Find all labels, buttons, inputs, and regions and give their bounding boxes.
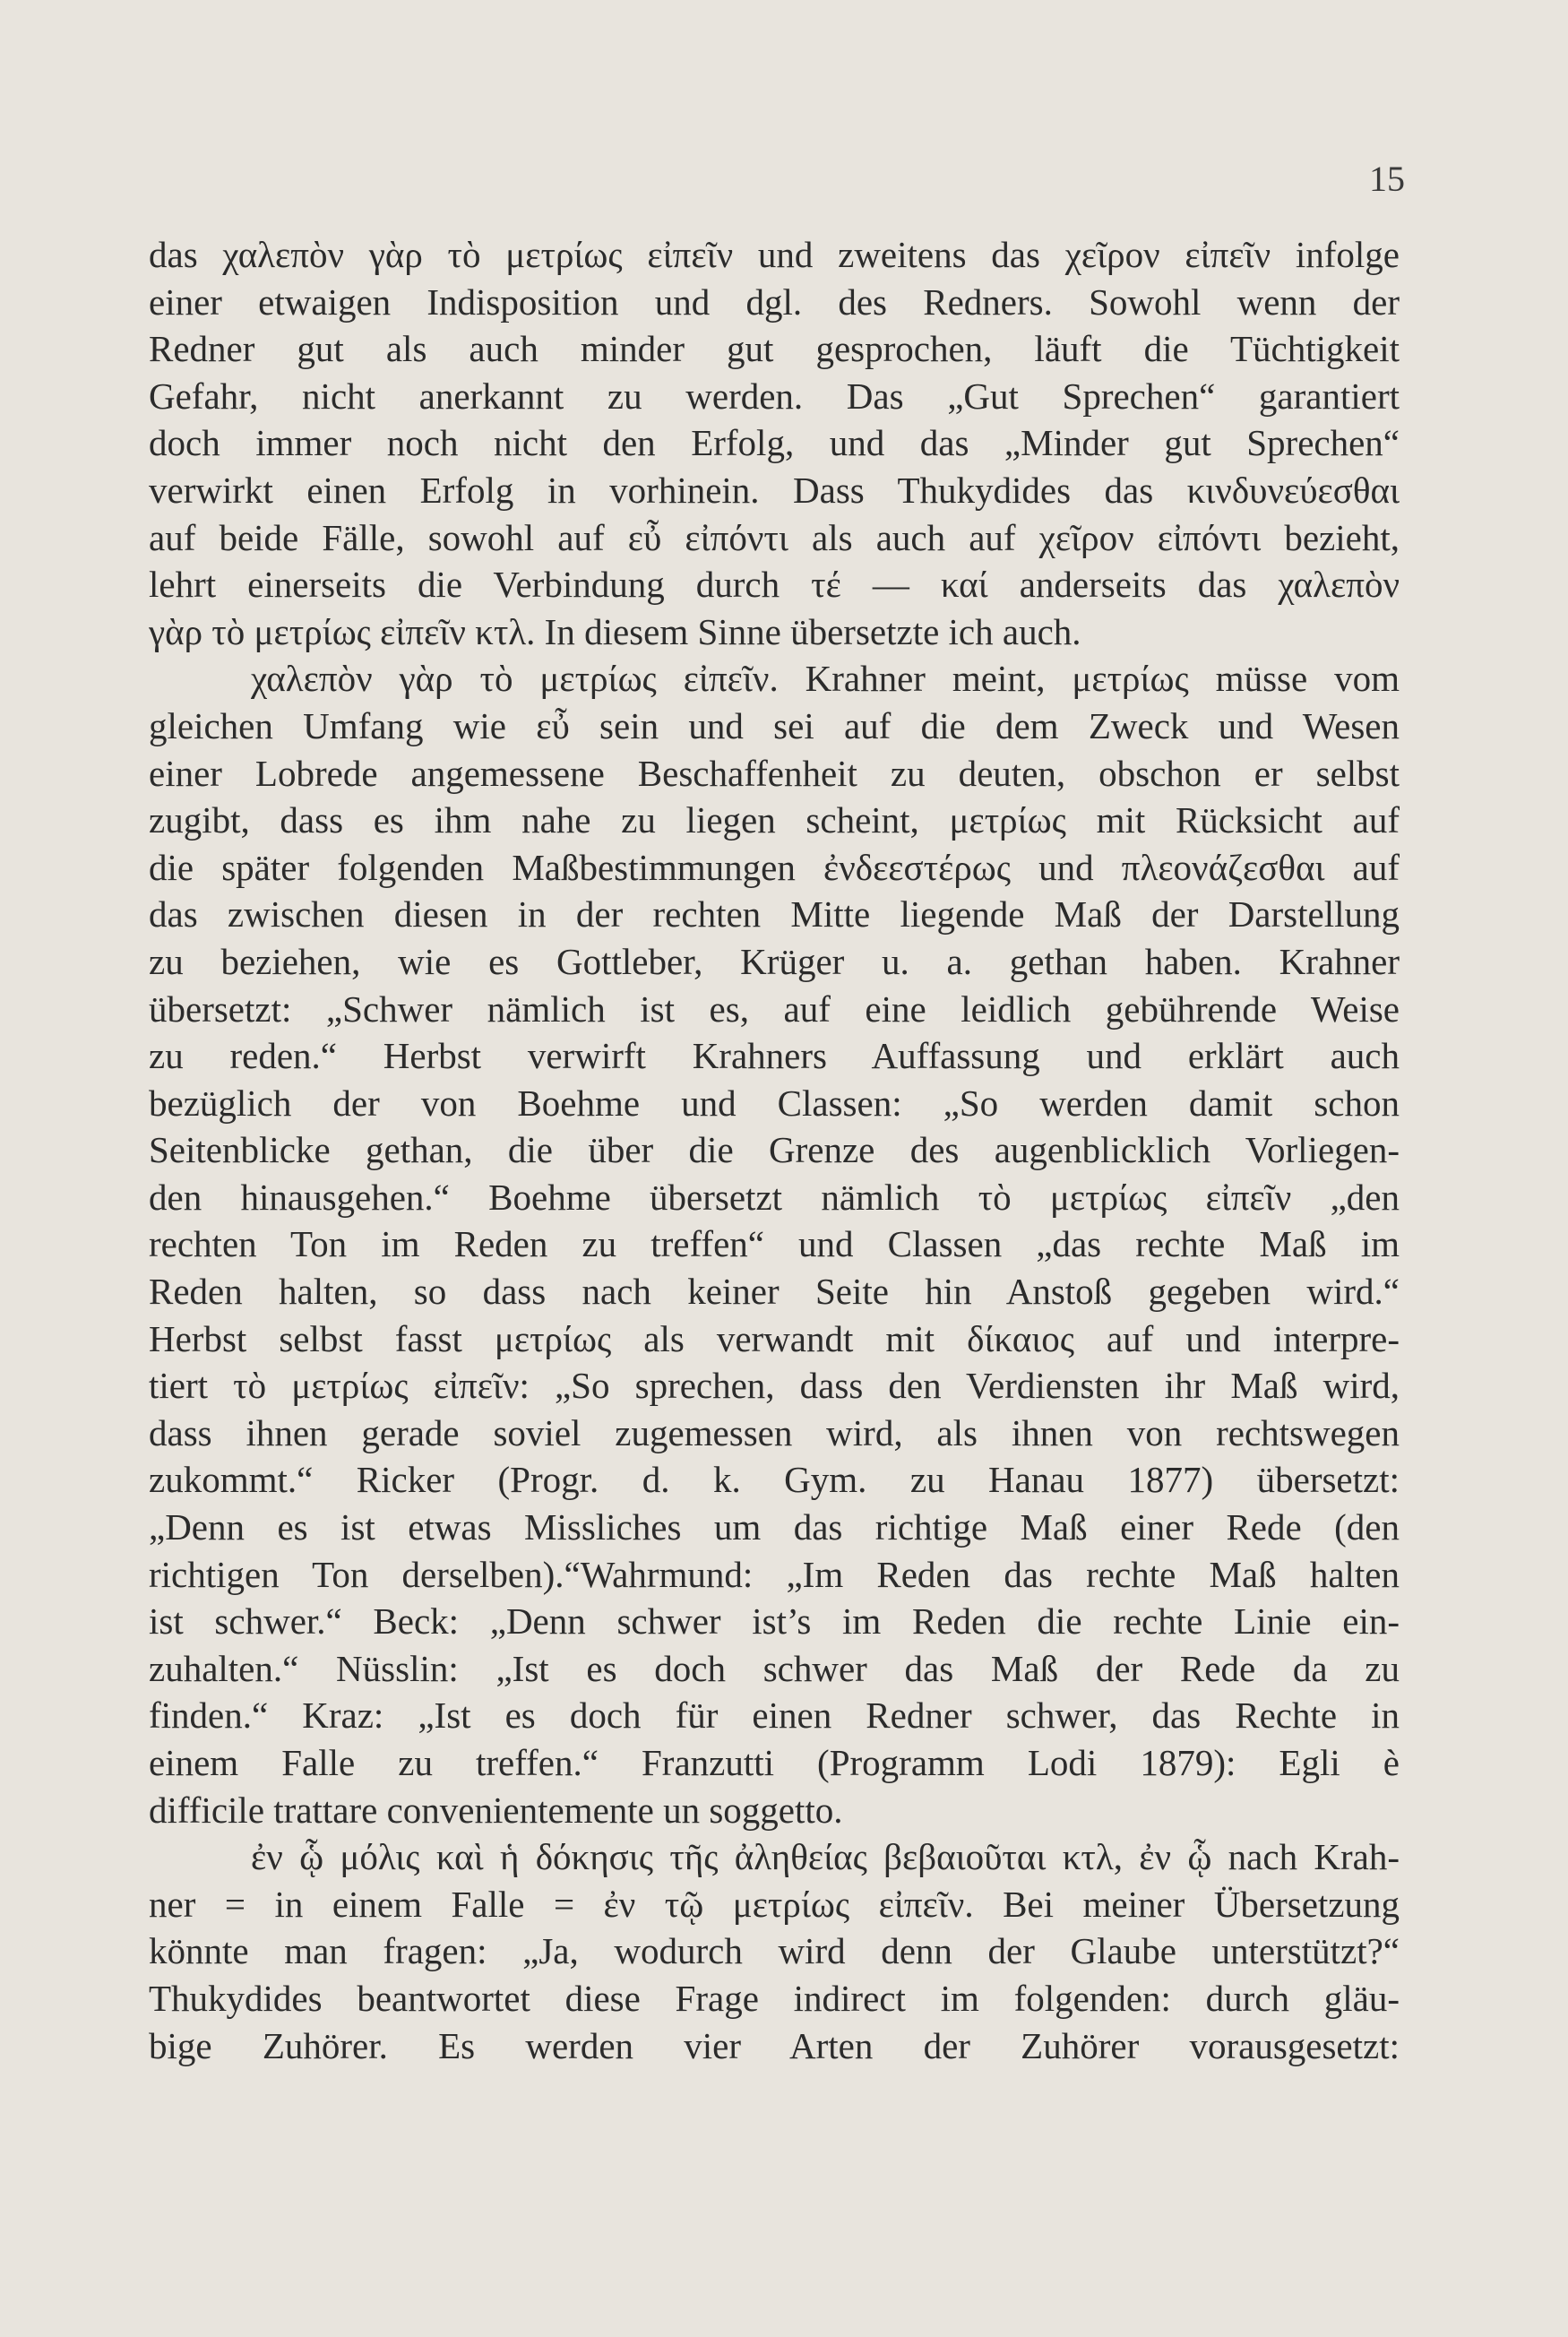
text-line: „Denn es ist etwas Missliches um das richtige Maß einer Rede (den <box>149 1506 1400 1548</box>
text-line: verwirkt einen Erfolg in vorhinein. Dass Thukydides das κινδυνεύεσθαι <box>149 469 1400 511</box>
text-line: das χαλεπὸν γὰρ τὸ μετρίως εἰπεῖν und zweitens das χεῖρον εἰπεῖν infolge <box>149 234 1400 275</box>
text-line: die später folgenden Maßbestimmungen ἐνδεεστέρως und πλεονάζεσθαι auf <box>149 846 1400 888</box>
text-line: zu beziehen, wie es Gottleber, Krüger u. a. gethan haben. Krahner <box>149 940 1400 982</box>
text-line: Seitenblicke gethan, die über die Grenze des augenblicklich Vorliegen- <box>149 1129 1400 1171</box>
page-number: 15 <box>1369 159 1405 199</box>
text-line: doch immer noch nicht den Erfolg, und das „Minder gut Sprechen“ <box>149 422 1400 464</box>
text-line: Reden halten, so dass nach keiner Seite hin Anstoß gegeben wird.“ <box>149 1271 1400 1313</box>
text-line: Herbst selbst fasst μετρίως als verwandt mit δίκαιος auf und interpre- <box>149 1317 1400 1359</box>
text-line: tiert τὸ μετρίως εἰπεῖν: „So sprechen, dass den Verdiensten ihr Maß wird, <box>149 1365 1400 1407</box>
paragraph-1 <box>149 231 1400 655</box>
text-line: χαλεπὸν γὰρ τὸ μετρίως εἰπεῖν. Krahner meint, μετρίως müsse vom <box>251 658 1400 700</box>
text-line: einem Falle zu treffen.“ Franzutti (Programm Lodi 1879): Egli è <box>149 1742 1400 1783</box>
text-line: γὰρ τὸ μετρίως εἰπεῖν κτλ. In diesem Sinne übersetzte ich auch. <box>149 610 1081 652</box>
text-line: richtigen Ton derselben).“Wahrmund: „Im Reden das rechte Maß halten <box>149 1553 1400 1595</box>
body-text <box>149 231 1400 2069</box>
text-line: den hinausgehen.“ Boehme übersetzt nämlich τὸ μετρίως εἰπεῖν „den <box>149 1176 1400 1218</box>
text-line: zuhalten.“ Nüsslin: „Ist es doch schwer das Maß der Rede da zu <box>149 1647 1400 1689</box>
text-line: dass ihnen gerade soviel zugemessen wird, als ihnen von rechtswegen <box>149 1411 1400 1453</box>
text-line: finden.“ Kraz: „Ist es doch für einen Redner schwer, das Rechte in <box>149 1695 1400 1737</box>
text-line: Redner gut als auch minder gut gesprochen, läuft die Tüchtigkeit <box>149 328 1400 370</box>
text-line: das zwischen diesen in der rechten Mitte liegende Maß der Darstellung <box>149 893 1400 936</box>
text-line: einer etwaigen Indisposition und dgl. des Redners. Sowohl wenn der <box>149 280 1400 323</box>
text-line: zukommt.“ Ricker (Progr. d. k. Gym. zu Hanau 1877) übersetzt: <box>149 1459 1400 1501</box>
text-line: ἐν ᾧ μόλις καὶ ἡ δόκησις τῆς ἀληθείας βεβαιοῦται κτλ, ἐν ᾧ nach Krah- <box>251 1836 1400 1878</box>
text-line: difficile trattare convenientemente un soggetto. <box>149 1789 843 1831</box>
text-line: gleichen Umfang wie εὖ sein und sei auf die dem Zweck und Wesen <box>149 704 1400 746</box>
text-line: zu reden.“ Herbst verwirft Krahners Auffassung und erklärt auch <box>149 1035 1400 1077</box>
text-line: lehrt einerseits die Verbindung durch τέ — καί anderseits das χαλεπὸν <box>149 564 1400 606</box>
text-line: auf beide Fälle, sowohl auf εὖ εἰπόντι als auch auf χεῖρον εἰπόντι bezieht, <box>149 516 1400 558</box>
text-line: könnte man fragen: „Ja, wodurch wird denn der Glaube unterstützt?“ <box>149 1930 1400 1972</box>
text-line: ist schwer.“ Beck: „Denn schwer ist’s im Reden die rechte Linie ein- <box>149 1600 1400 1643</box>
text-line: bezüglich der von Boehme und Classen: „So werden damit schon <box>149 1082 1400 1124</box>
text-line: zugibt, dass es ihm nahe zu liegen scheint, μετρίως mit Rücksicht auf <box>149 799 1400 841</box>
paragraph-2 <box>149 655 1400 1833</box>
text-line: Thukydides beantwortet diese Frage indirect im folgenden: durch gläu- <box>149 1977 1400 2019</box>
text-line: einer Lobrede angemessene Beschaffenheit zu deuten, obschon er selbst <box>149 752 1400 794</box>
text-line: rechten Ton im Reden zu treffen“ und Classen „das rechte Maß im <box>149 1223 1400 1265</box>
text-line: ner = in einem Falle = ἐν τῷ μετρίως εἰπεῖν. Bei meiner Übersetzung <box>149 1883 1400 1925</box>
text-line: übersetzt: „Schwer nämlich ist es, auf eine leidlich gebührende Weise <box>149 987 1400 1030</box>
text-line: bige Zuhörer. Es werden vier Arten der Zuhörer vorausgesetzt: <box>149 2024 1400 2066</box>
text-line: Gefahr, nicht anerkannt zu werden. Das „Gut Sprechen“ garantiert <box>149 375 1400 417</box>
paragraph-3 <box>149 1833 1400 2069</box>
